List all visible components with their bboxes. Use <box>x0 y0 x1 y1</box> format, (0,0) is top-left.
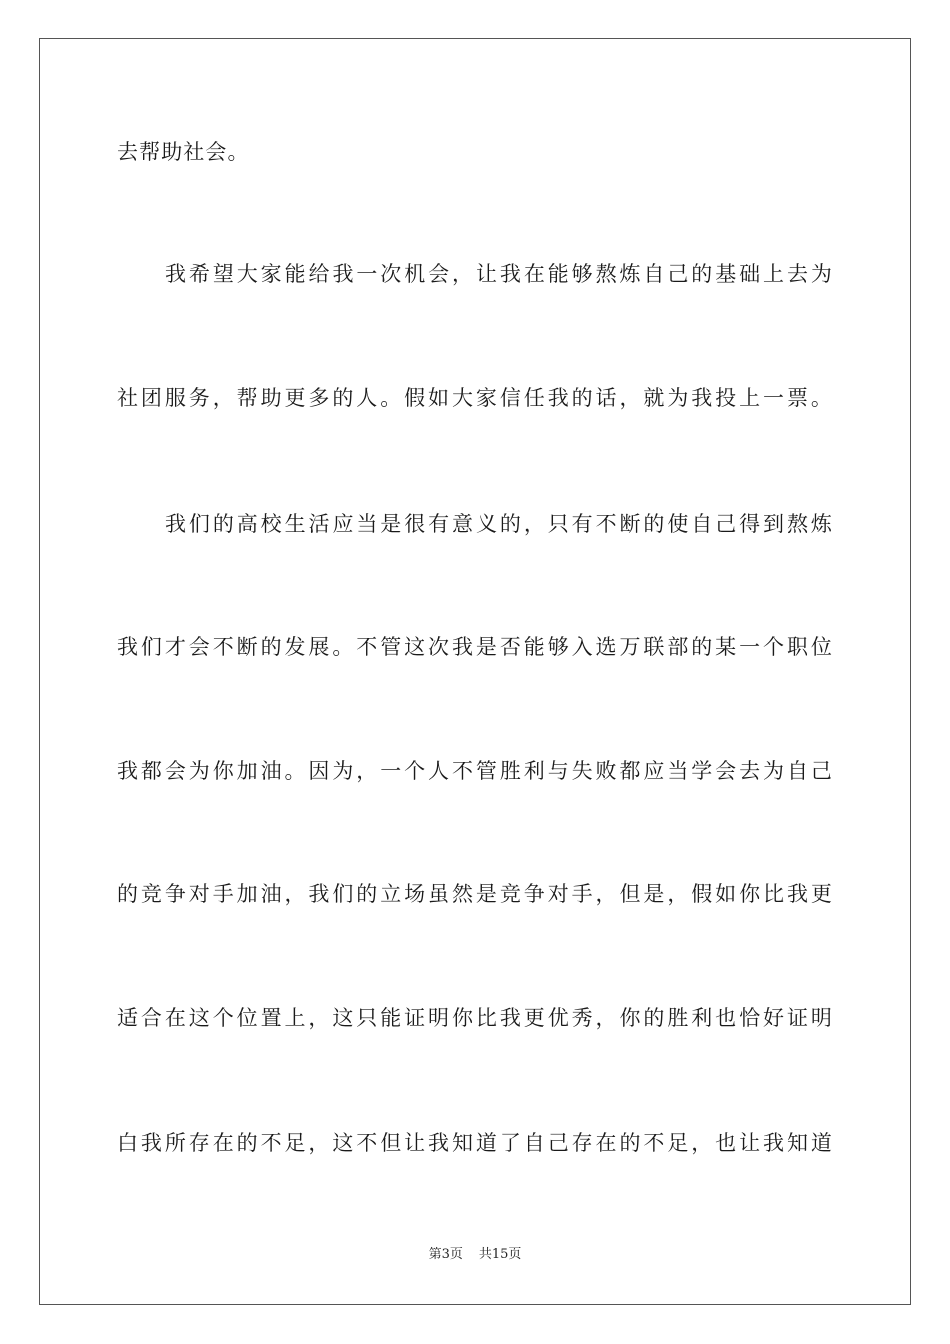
text-line-6: 我都会为你加油。因为，一个人不管胜利与失败都应当学会去为自己 <box>117 759 833 783</box>
text-line-1: 去帮助社会。 <box>117 140 250 164</box>
total-pages: 共15页 <box>478 1247 522 1262</box>
page-number: 第3页 <box>428 1247 463 1262</box>
text-line-2: 我希望大家能给我一次机会，让我在能够熬炼自己的基础上去为 <box>165 262 833 286</box>
text-line-4: 我们的高校生活应当是很有意义的，只有不断的使自己得到熬炼 <box>165 512 833 536</box>
text-line-5: 我们才会不断的发展。不管这次我是否能够入选万联部的某一个职位 <box>117 635 833 659</box>
text-line-8: 适合在这个位置上，这只能证明你比我更优秀，你的胜利也恰好证明 <box>117 1006 833 1030</box>
text-line-9: 白我所存在的不足，这不但让我知道了自己存在的不足，也让我知道 <box>117 1131 833 1155</box>
text-line-3: 社团服务，帮助更多的人。假如大家信任我的话，就为我投上一票。 <box>117 386 833 410</box>
text-line-7: 的竞争对手加油，我们的立场虽然是竞争对手，但是，假如你比我更 <box>117 882 833 906</box>
page-footer <box>0 1246 950 1264</box>
page-border <box>39 38 911 1305</box>
